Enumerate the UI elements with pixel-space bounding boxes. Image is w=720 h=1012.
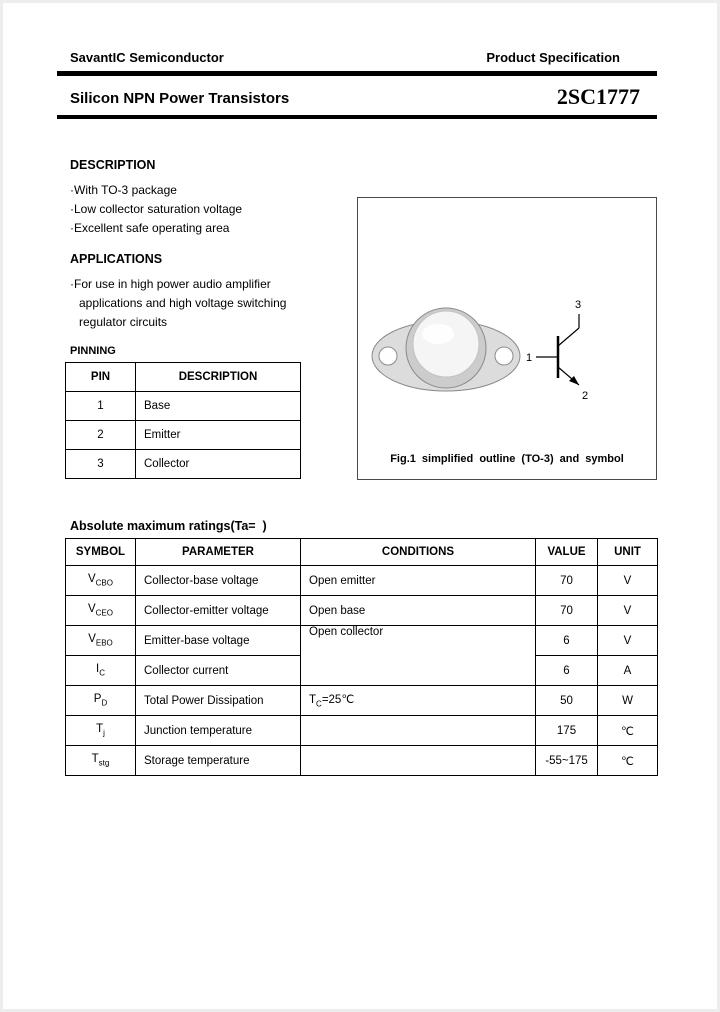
table-row: [66, 716, 658, 746]
symbol-cell: $P_D$: [66, 686, 136, 716]
parameter-cell: Collector-base voltage: [136, 566, 301, 596]
figure-caption: Fig.1 simplified outline (TO-3) and symbol: [390, 453, 624, 465]
applications-line: applications and high voltage switching: [79, 296, 287, 310]
value-cell: 6: [536, 656, 598, 686]
symbol-cell: $I_C$: [66, 656, 136, 686]
pin-number-cell: 3: [66, 450, 136, 479]
ratings-heading: Absolute maximum ratings(Ta= ): [70, 519, 267, 533]
to3-package-icon: [372, 308, 520, 391]
table-row: [66, 596, 658, 626]
symbol-cell: $V_{EBO}$: [66, 626, 136, 656]
ratings-header-row: [66, 539, 658, 566]
pinning-heading: PINNING: [70, 345, 116, 357]
unit-cell: ℃: [598, 716, 658, 746]
transistor-symbol-icon: [536, 314, 579, 385]
conditions-cell: [301, 716, 536, 746]
applications-line: regulator circuits: [79, 315, 168, 329]
applications-section: [70, 250, 286, 332]
parameter-column-header: PARAMETER: [136, 539, 301, 566]
description-item: ·Excellent safe operating area: [70, 221, 230, 235]
value-cell: 6: [536, 626, 598, 656]
table-row: [66, 392, 301, 421]
unit-cell: W: [598, 686, 658, 716]
table-row: [66, 566, 658, 596]
figure-box: [357, 197, 657, 480]
pinning-header-row: [66, 363, 301, 392]
value-column-header: VALUE: [536, 539, 598, 566]
unit-cell: V: [598, 626, 658, 656]
table-row: [66, 746, 658, 776]
applications-line: ·For use in high power audio amplifier: [70, 277, 271, 291]
description-column-header: DESCRIPTION: [136, 363, 301, 392]
parameter-cell: Collector-emitter voltage: [136, 596, 301, 626]
conditions-cell: Open emitter: [301, 566, 536, 596]
parameter-cell: Storage temperature: [136, 746, 301, 776]
parameter-cell: Junction temperature: [136, 716, 301, 746]
pin-label-emitter: 2: [582, 390, 589, 402]
pin-number-cell: 2: [66, 421, 136, 450]
table-row: [66, 450, 301, 479]
description-item: ·Low collector saturation voltage: [70, 202, 243, 216]
pin-desc-cell: Emitter: [136, 421, 301, 450]
company-name: SavantIC Semiconductor: [70, 50, 224, 65]
symbol-cell: $V_{CEO}$: [66, 596, 136, 626]
doc-type-label: Product Specification: [486, 50, 620, 65]
header-rule: [57, 71, 657, 76]
description-heading: DESCRIPTION: [70, 158, 156, 172]
table-row: [66, 686, 658, 716]
value-cell: 70: [536, 596, 598, 626]
pinning-table: [65, 362, 301, 479]
value-cell: -55~175: [536, 746, 598, 776]
unit-cell: ℃: [598, 746, 658, 776]
pin-label-collector: 3: [575, 299, 582, 311]
symbol-column-header: SYMBOL: [66, 539, 136, 566]
description-section: [70, 156, 242, 238]
applications-heading: APPLICATIONS: [70, 252, 163, 266]
value-cell: 70: [536, 566, 598, 596]
conditions-cell: $T_C=25℃$: [301, 686, 536, 716]
unit-cell: V: [598, 566, 658, 596]
title-rule: [57, 115, 657, 119]
pin-number-cell: 1: [66, 392, 136, 421]
pin-desc-cell: Base: [136, 392, 301, 421]
unit-cell: A: [598, 656, 658, 686]
description-item: ·With TO-3 package: [70, 183, 177, 197]
conditions-cell: Open collector: [301, 626, 536, 686]
page-title: Silicon NPN Power Transistors: [70, 90, 290, 107]
parameter-cell: Emitter-base voltage: [136, 626, 301, 656]
part-number: 2SC1777: [556, 84, 640, 109]
conditions-cell: [301, 746, 536, 776]
pin-desc-cell: Collector: [136, 450, 301, 479]
ratings-table: [65, 538, 658, 776]
symbol-cell: $V_{CBO}$: [66, 566, 136, 596]
unit-cell: V: [598, 596, 658, 626]
value-cell: 50: [536, 686, 598, 716]
symbol-cell: $T_{stg}$: [66, 746, 136, 776]
pin-label-base: 1: [526, 352, 533, 364]
conditions-column-header: CONDITIONS: [301, 539, 536, 566]
figure-drawing: [358, 198, 656, 453]
pin-column-header: PIN: [66, 363, 136, 392]
conditions-cell: Open base: [301, 596, 536, 626]
parameter-cell: Collector current: [136, 656, 301, 686]
value-cell: 175: [536, 716, 598, 746]
unit-column-header: UNIT: [598, 539, 658, 566]
table-row: [66, 626, 658, 656]
symbol-cell: $T_j$: [66, 716, 136, 746]
parameter-cell: Total Power Dissipation: [136, 686, 301, 716]
table-row: [66, 421, 301, 450]
